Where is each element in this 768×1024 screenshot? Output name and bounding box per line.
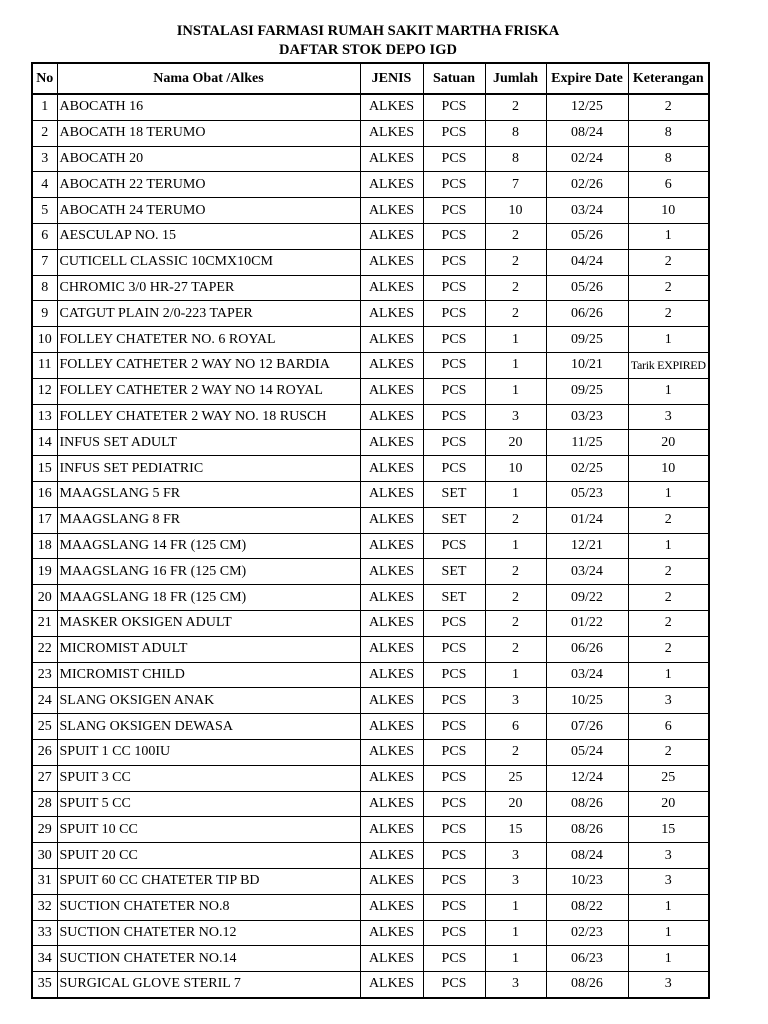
cell-item-name: SPUIT 3 CC [57,765,360,791]
cell-unit: PCS [423,868,485,894]
cell-item-name: ABOCATH 18 TERUMO [57,120,360,146]
cell-item-name: MAAGSLANG 18 FR (125 CM) [57,585,360,611]
cell-quantity: 1 [485,662,546,688]
cell-quantity: 15 [485,817,546,843]
cell-item-name: MAAGSLANG 5 FR [57,481,360,507]
cell-item-name: SPUIT 10 CC [57,817,360,843]
cell-quantity: 1 [485,533,546,559]
cell-unit: PCS [423,817,485,843]
cell-item-name: CATGUT PLAIN 2/0-223 TAPER [57,301,360,327]
cell-type: ALKES [360,198,423,224]
cell-item-name: AESCULAP NO. 15 [57,223,360,249]
cell-quantity: 7 [485,172,546,198]
table-row [32,120,709,146]
cell-item-name: CHROMIC 3/0 HR-27 TAPER [57,275,360,301]
cell-quantity: 2 [485,301,546,327]
cell-unit: SET [423,507,485,533]
cell-quantity: 1 [485,920,546,946]
cell-no: 1 [32,94,57,120]
cell-expire-date: 11/25 [546,430,628,456]
cell-expire-date: 03/23 [546,404,628,430]
cell-quantity: 8 [485,120,546,146]
cell-unit: PCS [423,94,485,120]
cell-quantity: 2 [485,223,546,249]
cell-type: ALKES [360,301,423,327]
cell-expire-date: 07/26 [546,714,628,740]
cell-no: 10 [32,327,57,353]
cell-remarks: 8 [628,146,709,172]
cell-item-name: MASKER OKSIGEN ADULT [57,610,360,636]
cell-no: 2 [32,120,57,146]
table-row [32,894,709,920]
cell-unit: PCS [423,120,485,146]
cell-no: 25 [32,714,57,740]
cell-type: ALKES [360,972,423,998]
cell-remarks: 20 [628,791,709,817]
cell-type: ALKES [360,662,423,688]
table-row [32,172,709,198]
cell-no: 35 [32,972,57,998]
cell-remarks: 1 [628,327,709,353]
cell-unit: PCS [423,327,485,353]
cell-type: ALKES [360,843,423,869]
cell-quantity: 2 [485,94,546,120]
cell-no: 34 [32,946,57,972]
cell-unit: PCS [423,946,485,972]
table-row [32,739,709,765]
cell-type: ALKES [360,739,423,765]
cell-no: 5 [32,198,57,224]
cell-item-name: MICROMIST CHILD [57,662,360,688]
cell-quantity: 3 [485,868,546,894]
cell-item-name: SLANG OKSIGEN DEWASA [57,714,360,740]
cell-unit: PCS [423,456,485,482]
cell-expire-date: 12/25 [546,94,628,120]
cell-item-name: SPUIT 60 CC CHATETER TIP BD [57,868,360,894]
cell-expire-date: 03/24 [546,559,628,585]
cell-item-name: MAAGSLANG 14 FR (125 CM) [57,533,360,559]
cell-type: ALKES [360,714,423,740]
cell-type: ALKES [360,378,423,404]
cell-unit: PCS [423,223,485,249]
cell-quantity: 20 [485,430,546,456]
cell-type: ALKES [360,352,423,378]
cell-unit: PCS [423,739,485,765]
cell-remarks: 1 [628,533,709,559]
table-row [32,327,709,353]
cell-remarks: 1 [628,894,709,920]
cell-no: 15 [32,456,57,482]
cell-type: ALKES [360,533,423,559]
cell-quantity: 2 [485,249,546,275]
cell-expire-date: 01/22 [546,610,628,636]
cell-expire-date: 02/25 [546,456,628,482]
cell-item-name: FOLLEY CHATETER 2 WAY NO. 18 RUSCH [57,404,360,430]
cell-item-name: FOLLEY CATHETER 2 WAY NO 12 BARDIA [57,352,360,378]
cell-no: 19 [32,559,57,585]
cell-quantity: 1 [485,352,546,378]
cell-no: 11 [32,352,57,378]
col-header-remarks: Keterangan [628,63,709,94]
cell-unit: PCS [423,765,485,791]
cell-item-name: SPUIT 5 CC [57,791,360,817]
cell-quantity: 1 [485,894,546,920]
cell-item-name: SLANG OKSIGEN ANAK [57,688,360,714]
cell-quantity: 1 [485,481,546,507]
cell-type: ALKES [360,920,423,946]
cell-type: ALKES [360,585,423,611]
cell-remarks: 1 [628,481,709,507]
cell-remarks: 15 [628,817,709,843]
cell-unit: PCS [423,301,485,327]
cell-type: ALKES [360,146,423,172]
cell-item-name: SURGICAL GLOVE STERIL 7 [57,972,360,998]
cell-item-name: ABOCATH 20 [57,146,360,172]
table-row [32,662,709,688]
cell-no: 21 [32,610,57,636]
cell-quantity: 2 [485,507,546,533]
cell-expire-date: 06/26 [546,301,628,327]
cell-type: ALKES [360,430,423,456]
col-header-name: Nama Obat /Alkes [57,63,360,94]
cell-expire-date: 08/26 [546,817,628,843]
cell-quantity: 2 [485,636,546,662]
table-row [32,559,709,585]
table-body [32,94,709,998]
cell-no: 23 [32,662,57,688]
cell-item-name: INFUS SET PEDIATRIC [57,456,360,482]
cell-no: 20 [32,585,57,611]
cell-expire-date: 02/24 [546,146,628,172]
cell-item-name: SUCTION CHATETER NO.12 [57,920,360,946]
cell-type: ALKES [360,481,423,507]
cell-unit: PCS [423,430,485,456]
cell-remarks: 2 [628,507,709,533]
cell-expire-date: 08/26 [546,972,628,998]
cell-no: 4 [32,172,57,198]
cell-remarks: 2 [628,94,709,120]
table-header-row [32,63,709,94]
cell-item-name: SPUIT 20 CC [57,843,360,869]
cell-remarks: 3 [628,843,709,869]
col-header-type: JENIS [360,63,423,94]
cell-expire-date: 06/26 [546,636,628,662]
cell-item-name: MICROMIST ADULT [57,636,360,662]
cell-no: 29 [32,817,57,843]
cell-no: 8 [32,275,57,301]
cell-type: ALKES [360,456,423,482]
cell-expire-date: 08/24 [546,120,628,146]
table-row [32,507,709,533]
cell-expire-date: 09/25 [546,327,628,353]
table-row [32,481,709,507]
cell-unit: PCS [423,894,485,920]
cell-type: ALKES [360,610,423,636]
table-row [32,456,709,482]
cell-expire-date: 06/23 [546,946,628,972]
cell-expire-date: 10/23 [546,868,628,894]
cell-remarks: 6 [628,172,709,198]
cell-quantity: 2 [485,559,546,585]
table-row [32,817,709,843]
table-row [32,688,709,714]
cell-type: ALKES [360,404,423,430]
cell-item-name: ABOCATH 22 TERUMO [57,172,360,198]
cell-expire-date: 02/23 [546,920,628,946]
cell-no: 26 [32,739,57,765]
cell-no: 31 [32,868,57,894]
col-header-unit: Satuan [423,63,485,94]
cell-type: ALKES [360,636,423,662]
cell-expire-date: 03/24 [546,662,628,688]
cell-type: ALKES [360,275,423,301]
cell-item-name: MAAGSLANG 8 FR [57,507,360,533]
cell-unit: PCS [423,172,485,198]
col-header-expire-date: Expire Date [546,63,628,94]
table-row [32,223,709,249]
cell-remarks: 2 [628,636,709,662]
table-row [32,972,709,998]
cell-remarks: 20 [628,430,709,456]
cell-type: ALKES [360,688,423,714]
cell-unit: PCS [423,249,485,275]
cell-expire-date: 12/24 [546,765,628,791]
cell-expire-date: 04/24 [546,249,628,275]
cell-no: 9 [32,301,57,327]
cell-type: ALKES [360,868,423,894]
cell-unit: PCS [423,533,485,559]
cell-quantity: 1 [485,327,546,353]
table-row [32,301,709,327]
cell-item-name: ABOCATH 24 TERUMO [57,198,360,224]
cell-remarks: 2 [628,559,709,585]
cell-quantity: 8 [485,146,546,172]
cell-no: 17 [32,507,57,533]
cell-no: 33 [32,920,57,946]
cell-no: 30 [32,843,57,869]
cell-item-name: MAAGSLANG 16 FR (125 CM) [57,559,360,585]
cell-type: ALKES [360,120,423,146]
cell-quantity: 1 [485,378,546,404]
cell-item-name: FOLLEY CATHETER 2 WAY NO 14 ROYAL [57,378,360,404]
document-subtitle: DAFTAR STOK DEPO IGD [279,42,457,58]
cell-unit: PCS [423,636,485,662]
cell-unit: PCS [423,972,485,998]
cell-item-name: ABOCATH 16 [57,94,360,120]
cell-type: ALKES [360,327,423,353]
cell-expire-date: 08/24 [546,843,628,869]
table-row [32,843,709,869]
cell-expire-date: 05/24 [546,739,628,765]
cell-remarks: 3 [628,868,709,894]
cell-unit: PCS [423,662,485,688]
cell-unit: PCS [423,146,485,172]
table-row [32,404,709,430]
cell-expire-date: 08/26 [546,791,628,817]
cell-expire-date: 12/21 [546,533,628,559]
cell-quantity: 3 [485,688,546,714]
cell-no: 22 [32,636,57,662]
cell-type: ALKES [360,765,423,791]
cell-type: ALKES [360,559,423,585]
table-row [32,636,709,662]
cell-no: 32 [32,894,57,920]
cell-unit: PCS [423,275,485,301]
cell-unit: PCS [423,404,485,430]
cell-type: ALKES [360,94,423,120]
cell-no: 7 [32,249,57,275]
cell-quantity: 2 [485,275,546,301]
cell-remarks: 3 [628,688,709,714]
table-row [32,920,709,946]
cell-remarks: 1 [628,378,709,404]
cell-remarks: 10 [628,198,709,224]
cell-no: 28 [32,791,57,817]
cell-no: 14 [32,430,57,456]
cell-remarks: 1 [628,920,709,946]
cell-item-name: CUTICELL CLASSIC 10CMX10CM [57,249,360,275]
cell-quantity: 1 [485,946,546,972]
cell-unit: SET [423,559,485,585]
cell-quantity: 10 [485,456,546,482]
cell-unit: PCS [423,198,485,224]
cell-unit: PCS [423,352,485,378]
cell-quantity: 3 [485,843,546,869]
table-row [32,378,709,404]
cell-remarks: 2 [628,610,709,636]
stock-table [31,62,710,999]
cell-quantity: 3 [485,972,546,998]
cell-type: ALKES [360,249,423,275]
cell-expire-date: 10/21 [546,352,628,378]
cell-expire-date: 09/22 [546,585,628,611]
cell-no: 13 [32,404,57,430]
cell-expire-date: 01/24 [546,507,628,533]
table-row [32,610,709,636]
cell-quantity: 25 [485,765,546,791]
table-row [32,146,709,172]
cell-item-name: INFUS SET ADULT [57,430,360,456]
cell-remarks: 25 [628,765,709,791]
cell-quantity: 2 [485,739,546,765]
cell-unit: PCS [423,610,485,636]
cell-expire-date: 03/24 [546,198,628,224]
cell-no: 16 [32,481,57,507]
cell-expire-date: 09/25 [546,378,628,404]
cell-unit: SET [423,585,485,611]
document-title: INSTALASI FARMASI RUMAH SAKIT MARTHA FRISKA [176,23,560,39]
cell-no: 6 [32,223,57,249]
cell-expire-date: 05/26 [546,275,628,301]
cell-expire-date: 05/26 [546,223,628,249]
table-row [32,275,709,301]
cell-quantity: 10 [485,198,546,224]
cell-remarks: 3 [628,404,709,430]
table-row [32,946,709,972]
table-row [32,714,709,740]
cell-remarks: 1 [628,662,709,688]
cell-no: 27 [32,765,57,791]
cell-type: ALKES [360,223,423,249]
cell-quantity: 2 [485,585,546,611]
cell-type: ALKES [360,946,423,972]
cell-remarks: 2 [628,739,709,765]
cell-expire-date: 10/25 [546,688,628,714]
cell-quantity: 20 [485,791,546,817]
cell-remarks: 1 [628,946,709,972]
cell-quantity: 2 [485,610,546,636]
table-row [32,791,709,817]
table-row [32,585,709,611]
cell-quantity: 6 [485,714,546,740]
cell-remarks: 2 [628,585,709,611]
cell-unit: PCS [423,791,485,817]
cell-unit: PCS [423,920,485,946]
table-row [32,94,709,120]
cell-item-name: FOLLEY CHATETER NO. 6 ROYAL [57,327,360,353]
cell-remarks: 6 [628,714,709,740]
cell-no: 12 [32,378,57,404]
cell-unit: PCS [423,714,485,740]
cell-item-name: SUCTION CHATETER NO.8 [57,894,360,920]
cell-no: 3 [32,146,57,172]
cell-remarks: 3 [628,972,709,998]
cell-no: 18 [32,533,57,559]
cell-unit: PCS [423,688,485,714]
cell-expire-date: 08/22 [546,894,628,920]
cell-item-name: SPUIT 1 CC 100IU [57,739,360,765]
cell-type: ALKES [360,817,423,843]
cell-unit: SET [423,481,485,507]
cell-remarks: 2 [628,301,709,327]
cell-no: 24 [32,688,57,714]
cell-remarks: Tarik EXPIRED [628,352,709,378]
cell-type: ALKES [360,894,423,920]
cell-remarks: 2 [628,275,709,301]
cell-remarks: 10 [628,456,709,482]
table-row [32,533,709,559]
table-row [32,430,709,456]
cell-type: ALKES [360,507,423,533]
table-row [32,868,709,894]
table-row [32,765,709,791]
cell-remarks: 8 [628,120,709,146]
cell-remarks: 1 [628,223,709,249]
table-row [32,198,709,224]
col-header-quantity: Jumlah [485,63,546,94]
cell-unit: PCS [423,378,485,404]
cell-unit: PCS [423,843,485,869]
cell-type: ALKES [360,791,423,817]
cell-remarks: 2 [628,249,709,275]
cell-expire-date: 02/26 [546,172,628,198]
cell-item-name: SUCTION CHATETER NO.14 [57,946,360,972]
table-row [32,352,709,378]
cell-expire-date: 05/23 [546,481,628,507]
table-row [32,249,709,275]
cell-quantity: 3 [485,404,546,430]
col-header-no: No [32,63,57,94]
cell-type: ALKES [360,172,423,198]
